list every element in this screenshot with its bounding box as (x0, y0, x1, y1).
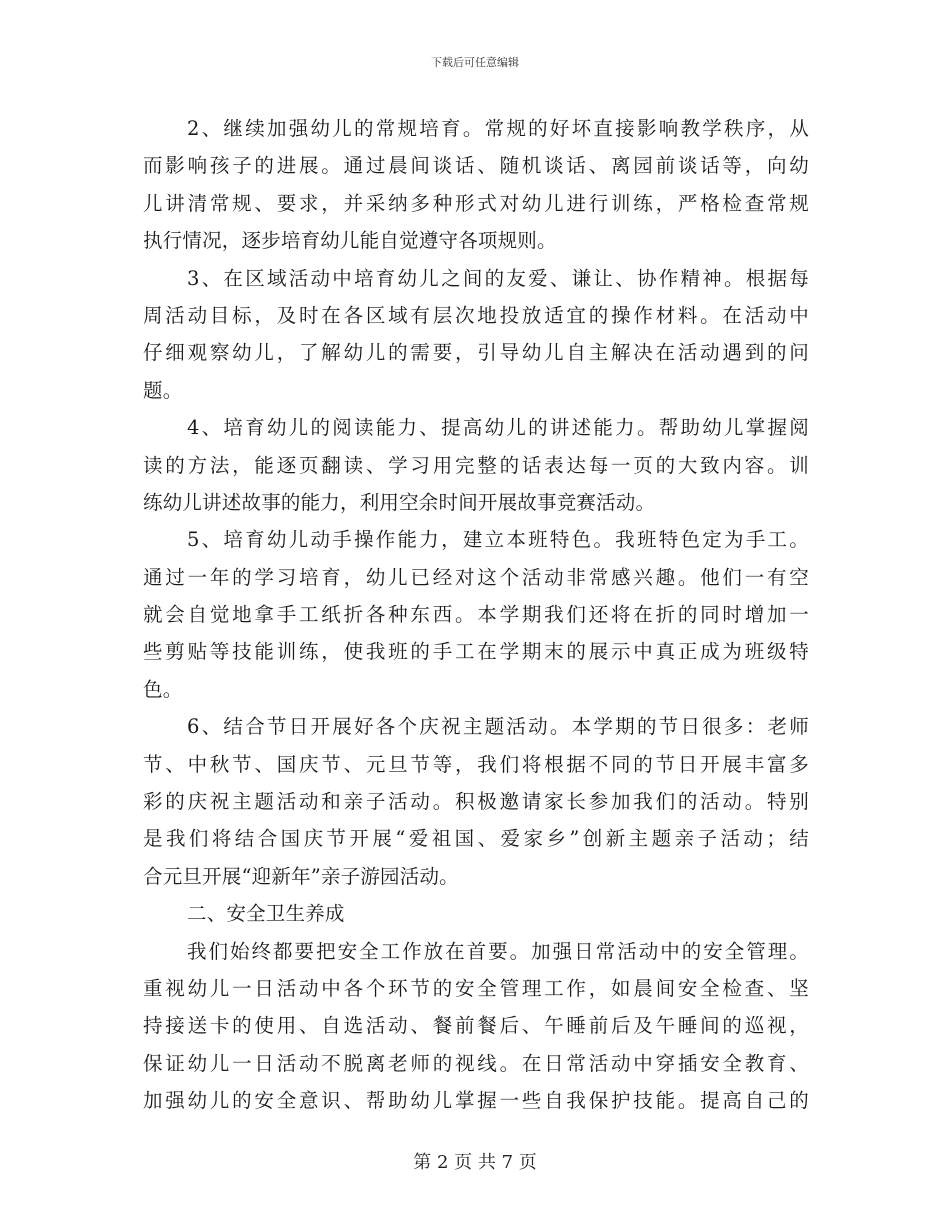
text-line: 4、培育幼儿的阅读能力、提高幼儿的讲述能力。帮助幼儿掌握阅 (187, 416, 809, 440)
text-line: 彩的庆祝主题活动和亲子活动。积极邀请家长参加我们的活动。特别 (143, 790, 809, 814)
text-line: 就会自觉地拿手工纸折各种东西。本学期我们还将在折的同时增加一 (143, 603, 809, 627)
text-line: 读的方法，能逐页翻读、学习用完整的话表达每一页的大致内容。训 (143, 453, 809, 477)
text-line: 我们始终都要把安全工作放在首要。加强日常活动中的安全管理。 (187, 939, 809, 963)
text-line: 合元旦开展“迎新年”亲子游园活动。 (143, 864, 459, 888)
text-line: 加强幼儿的安全意识、帮助幼儿掌握一些自我保护技能。提高自己的 (143, 1089, 809, 1113)
text-line: 执行情况，逐步培育幼儿能自觉遵守各项规则。 (143, 229, 557, 253)
text-line: 周活动目标，及时在各区域有层次地投放适宜的操作材料。在活动中 (143, 303, 809, 327)
text-line: 是我们将结合国庆节开展“爱祖国、爱家乡”创新主题亲子活动；结 (143, 827, 809, 851)
text-line: 通过一年的学习培育，幼儿已经对这个活动非常感兴趣。他们一有空 (143, 565, 809, 589)
text-line: 练幼儿讲述故事的能力，利用空余时间开展故事竞赛活动。 (143, 490, 656, 514)
text-line: 5、培育幼儿动手操作能力，建立本班特色。我班特色定为手工。 (187, 528, 809, 552)
page-header-note: 下载后可任意编辑 (431, 56, 519, 69)
text-line: 持接送卡的使用、自选活动、餐前餐后、午睡前后及午睡间的巡视， (143, 1014, 809, 1038)
text-line: 节、中秋节、国庆节、元旦节等，我们将根据不同的节日开展丰富多 (143, 752, 809, 776)
text-line: 保证幼儿一日活动不脱离老师的视线。在日常活动中穿插安全教育、 (143, 1051, 809, 1075)
section-heading: 二、安全卫生养成 (187, 902, 345, 926)
text-line: 3、在区域活动中培育幼儿之间的友爱、谦让、协作精神。根据每 (187, 266, 809, 290)
text-line: 仔细观察幼儿，了解幼儿的需要，引导幼儿自主解决在活动遇到的问 (143, 341, 809, 365)
text-line: 儿讲清常规、要求，并采纳多种形式对幼儿进行训练，严格检查常规 (143, 191, 809, 215)
text-line: 6、结合节日开展好各个庆祝主题活动。本学期的节日很多：老师 (187, 715, 809, 739)
text-line: 题。 (143, 378, 183, 402)
text-line: 色。 (143, 677, 183, 701)
text-line: 而影响孩子的进展。通过晨间谈话、随机谈话、离园前谈话等，向幼 (143, 154, 809, 178)
document-body (143, 110, 809, 1120)
page-number: 第 2 页 共 7 页 (413, 1152, 537, 1173)
text-line: 重视幼儿一日活动中各个环节的安全管理工作，如晨间安全检查、坚 (143, 976, 809, 1000)
text-line: 2、继续加强幼儿的常规培育。常规的好坏直接影响教学秩序，从 (187, 117, 809, 140)
text-line: 些剪贴等技能训练，使我班的手工在学期末的展示中真正成为班级特 (143, 640, 809, 664)
